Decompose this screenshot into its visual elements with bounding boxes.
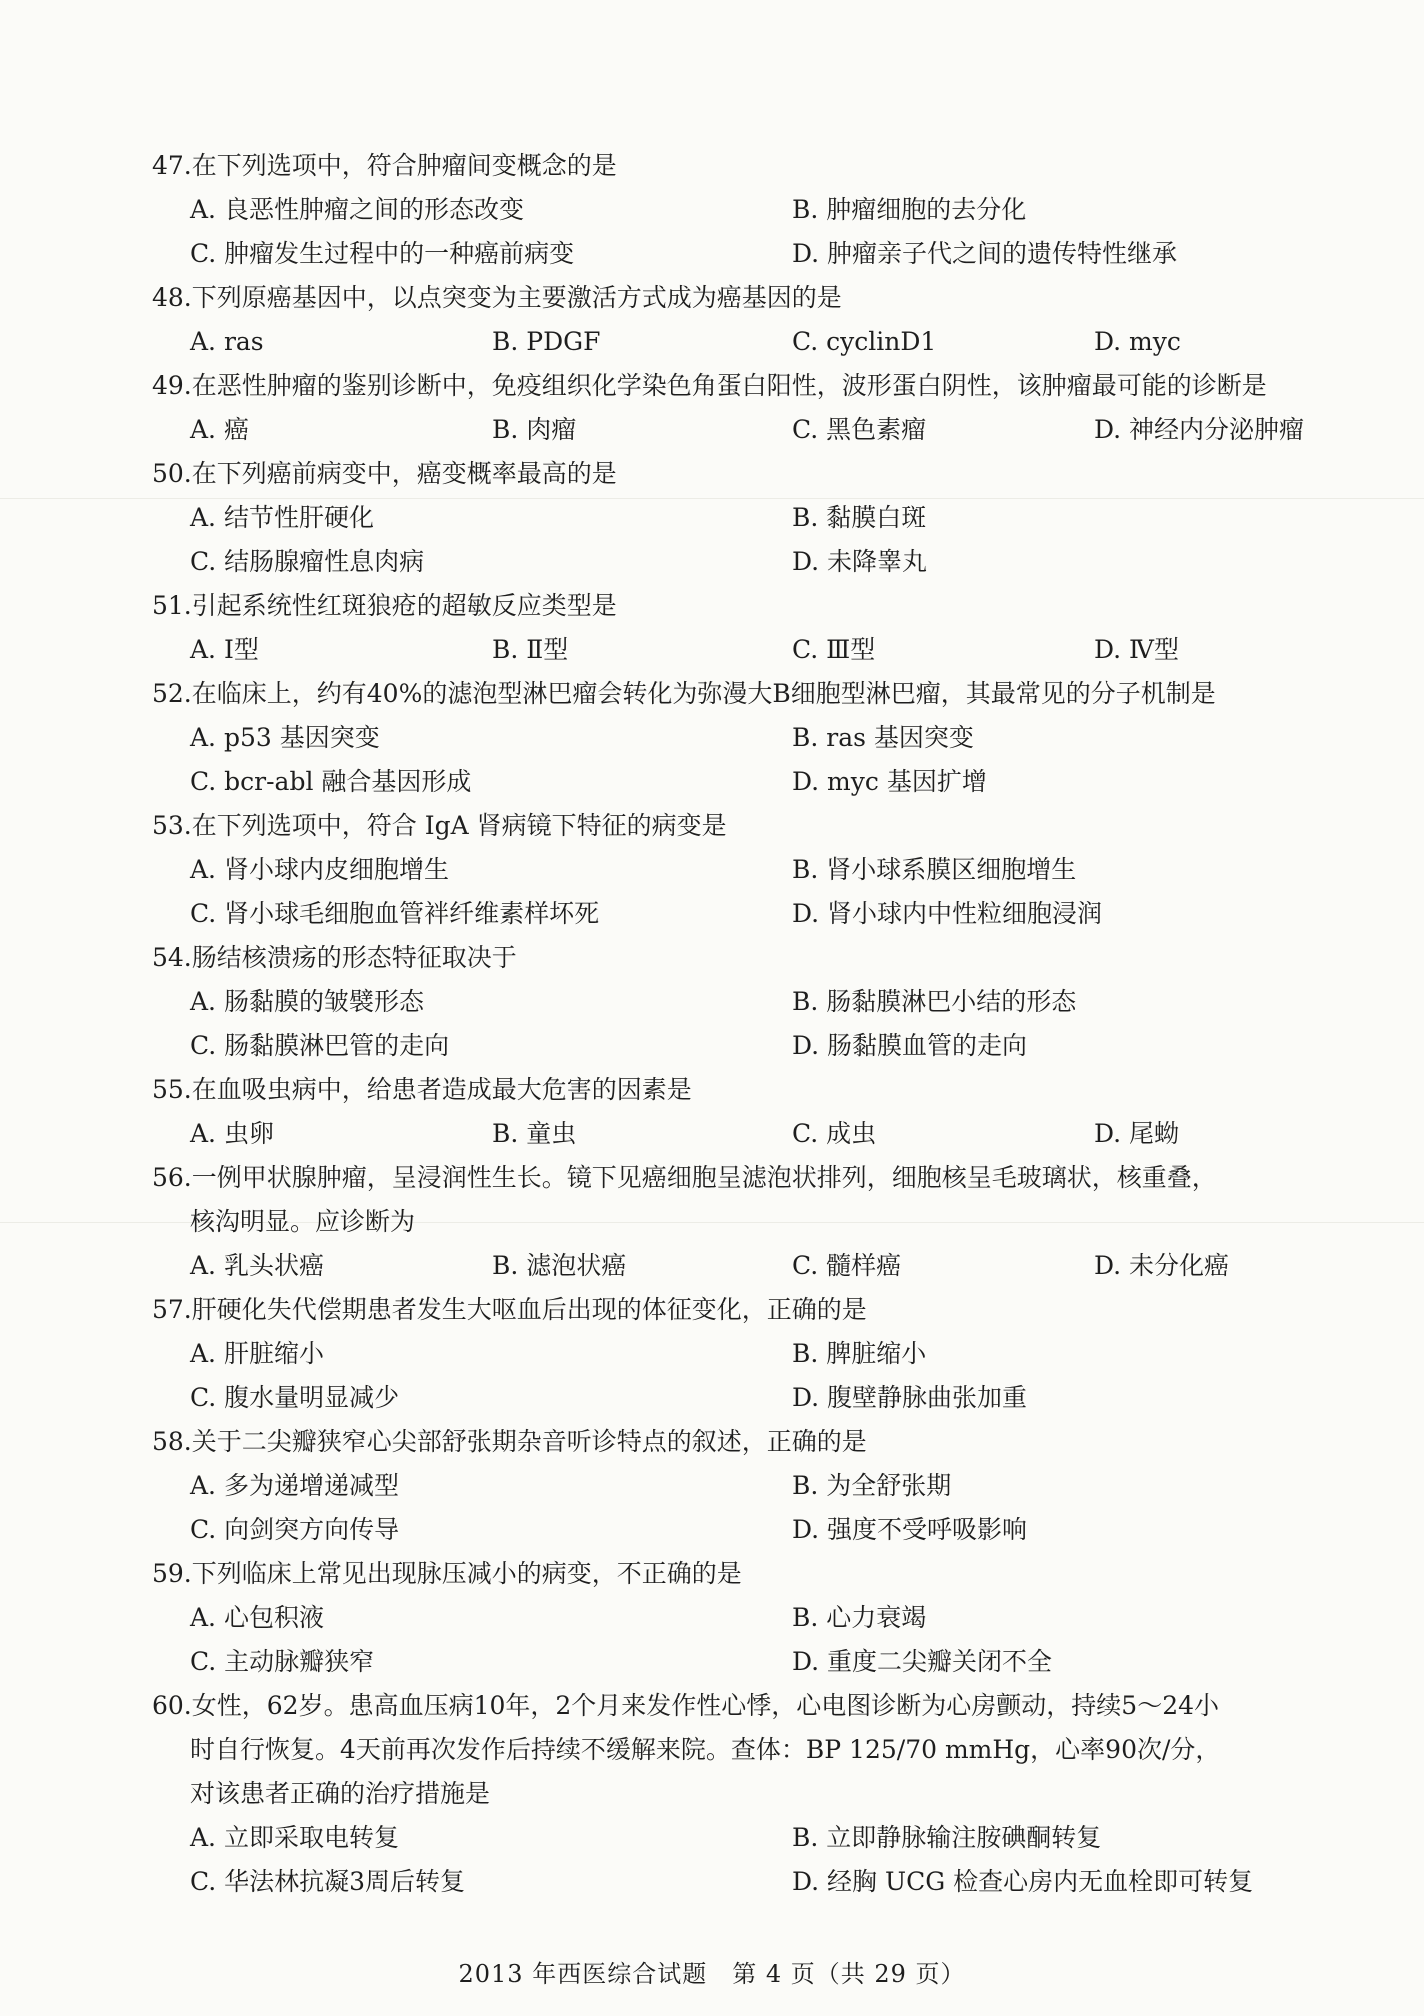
option-c: C. 结肠腺瘤性息肉病 [190, 547, 425, 576]
question-stem: 48.下列原癌基因中，以点突变为主要激活方式成为癌基因的是 [152, 283, 842, 312]
option-a: A. 心包积液 [190, 1603, 324, 1632]
option-b: B. 肠黏膜淋巴小结的形态 [792, 987, 1077, 1016]
question-stem: 53.在下列选项中，符合 IgA 肾病镜下特征的病变是 [152, 811, 727, 840]
option-b: B. 肉瘤 [492, 415, 577, 444]
option-c: C. 肠黏膜淋巴管的走向 [190, 1031, 450, 1060]
option-a: A. 乳头状癌 [190, 1251, 324, 1280]
option-d: D. myc 基因扩增 [792, 767, 987, 796]
question-stem-continuation: 对该患者正确的治疗措施是 [190, 1779, 491, 1808]
option-b: B. 肾小球系膜区细胞增生 [792, 855, 1077, 884]
option-a: A. ras [190, 327, 264, 356]
option-c: C. 主动脉瓣狭窄 [190, 1647, 375, 1676]
option-c: C. 肾小球毛细胞血管袢纤维素样坏死 [190, 899, 600, 928]
option-d: D. Ⅳ型 [1094, 635, 1180, 664]
option-a: A. 肝脏缩小 [190, 1339, 324, 1368]
option-b: B. PDGF [492, 327, 601, 356]
question-stem-continuation: 核沟明显。应诊断为 [190, 1207, 416, 1236]
question-stem: 51.引起系统性红斑狼疮的超敏反应类型是 [152, 591, 617, 620]
option-a: A. 肾小球内皮细胞增生 [190, 855, 449, 884]
question-stem-continuation: 时自行恢复。4天前再次发作后持续不缓解来院。查体：BP 125/70 mmHg，心率90次/分， [190, 1735, 1221, 1764]
option-c: C. 腹水量明显减少 [190, 1383, 400, 1412]
option-c: C. cyclinD1 [792, 327, 937, 356]
question-stem: 52.在临床上，约有40%的滤泡型淋巴瘤会转化为弥漫大B细胞型淋巴瘤，其最常见的分子机制是 [152, 679, 1216, 708]
option-d: D. 肠黏膜血管的走向 [792, 1031, 1028, 1060]
option-c: C. 华法林抗凝3周后转复 [190, 1867, 466, 1896]
option-c: C. 黑色素瘤 [792, 415, 927, 444]
option-a: A. p53 基因突变 [190, 723, 380, 752]
option-c: C. 向剑突方向传导 [190, 1515, 400, 1544]
option-c: C. 肿瘤发生过程中的一种癌前病变 [190, 239, 575, 268]
page-footer: 2013 年西医综合试题 第 4 页（共 29 页） [458, 1960, 966, 1988]
question-stem: 58.关于二尖瓣狭窄心尖部舒张期杂音听诊特点的叙述，正确的是 [152, 1427, 867, 1456]
option-a: A. 肠黏膜的皱襞形态 [190, 987, 424, 1016]
option-b: B. 心力衰竭 [792, 1603, 927, 1632]
option-a: A. 多为递增递减型 [190, 1471, 399, 1500]
option-a: A. 良恶性肿瘤之间的形态改变 [190, 195, 524, 224]
option-d: D. 未分化癌 [1094, 1251, 1230, 1280]
option-b: B. Ⅱ型 [492, 635, 569, 664]
option-d: D. 神经内分泌肿瘤 [1094, 415, 1305, 444]
option-b: B. ras 基因突变 [792, 723, 974, 752]
option-d: D. 肾小球内中性粒细胞浸润 [792, 899, 1103, 928]
question-stem: 49.在恶性肿瘤的鉴别诊断中，免疫组织化学染色角蛋白阳性，波形蛋白阴性，该肿瘤最可能的诊断是 [152, 371, 1267, 400]
option-d: D. 经胸 UCG 检查心房内无血栓即可转复 [792, 1867, 1254, 1896]
option-c: C. bcr-abl 融合基因形成 [190, 767, 472, 796]
option-d: D. 尾蚴 [1094, 1119, 1180, 1148]
question-stem: 50.在下列癌前病变中，癌变概率最高的是 [152, 459, 617, 488]
option-a: A. 结节性肝硬化 [190, 503, 374, 532]
question-stem: 60.女性，62岁。患高血压病10年，2个月来发作性心悸，心电图诊断为心房颤动，持续5～24小 [152, 1691, 1220, 1720]
option-d: D. 肿瘤亲子代之间的遗传特性继承 [792, 239, 1178, 268]
option-d: D. myc [1094, 327, 1181, 356]
question-stem: 56.一例甲状腺肿瘤，呈浸润性生长。镜下见癌细胞呈滤泡状排列，细胞核呈毛玻璃状，核重叠， [152, 1163, 1217, 1192]
option-b: B. 肿瘤细胞的去分化 [792, 195, 1027, 224]
option-a: A. 癌 [190, 415, 249, 444]
option-a: A. 立即采取电转复 [190, 1823, 399, 1852]
option-a: A. Ⅰ型 [190, 635, 259, 664]
question-stem: 54.肠结核溃疡的形态特征取决于 [152, 943, 517, 972]
option-d: D. 重度二尖瓣关闭不全 [792, 1647, 1053, 1676]
option-b: B. 滤泡状癌 [492, 1251, 627, 1280]
option-b: B. 童虫 [492, 1119, 577, 1148]
option-c: C. 髓样癌 [792, 1251, 902, 1280]
option-c: C. Ⅲ型 [792, 635, 876, 664]
question-stem: 59.下列临床上常见出现脉压减小的病变，不正确的是 [152, 1559, 742, 1588]
option-a: A. 虫卵 [190, 1119, 274, 1148]
question-stem: 47.在下列选项中，符合肿瘤间变概念的是 [152, 151, 617, 180]
option-b: B. 黏膜白斑 [792, 503, 927, 532]
option-b: B. 为全舒张期 [792, 1471, 952, 1500]
question-stem: 55.在血吸虫病中，给患者造成最大危害的因素是 [152, 1075, 692, 1104]
option-b: B. 脾脏缩小 [792, 1339, 927, 1368]
option-d: D. 强度不受呼吸影响 [792, 1515, 1028, 1544]
option-b: B. 立即静脉输注胺碘酮转复 [792, 1823, 1102, 1852]
option-c: C. 成虫 [792, 1119, 877, 1148]
question-stem: 57.肝硬化失代偿期患者发生大呕血后出现的体征变化，正确的是 [152, 1295, 867, 1324]
option-d: D. 未降睾丸 [792, 547, 928, 576]
option-d: D. 腹壁静脉曲张加重 [792, 1383, 1028, 1412]
